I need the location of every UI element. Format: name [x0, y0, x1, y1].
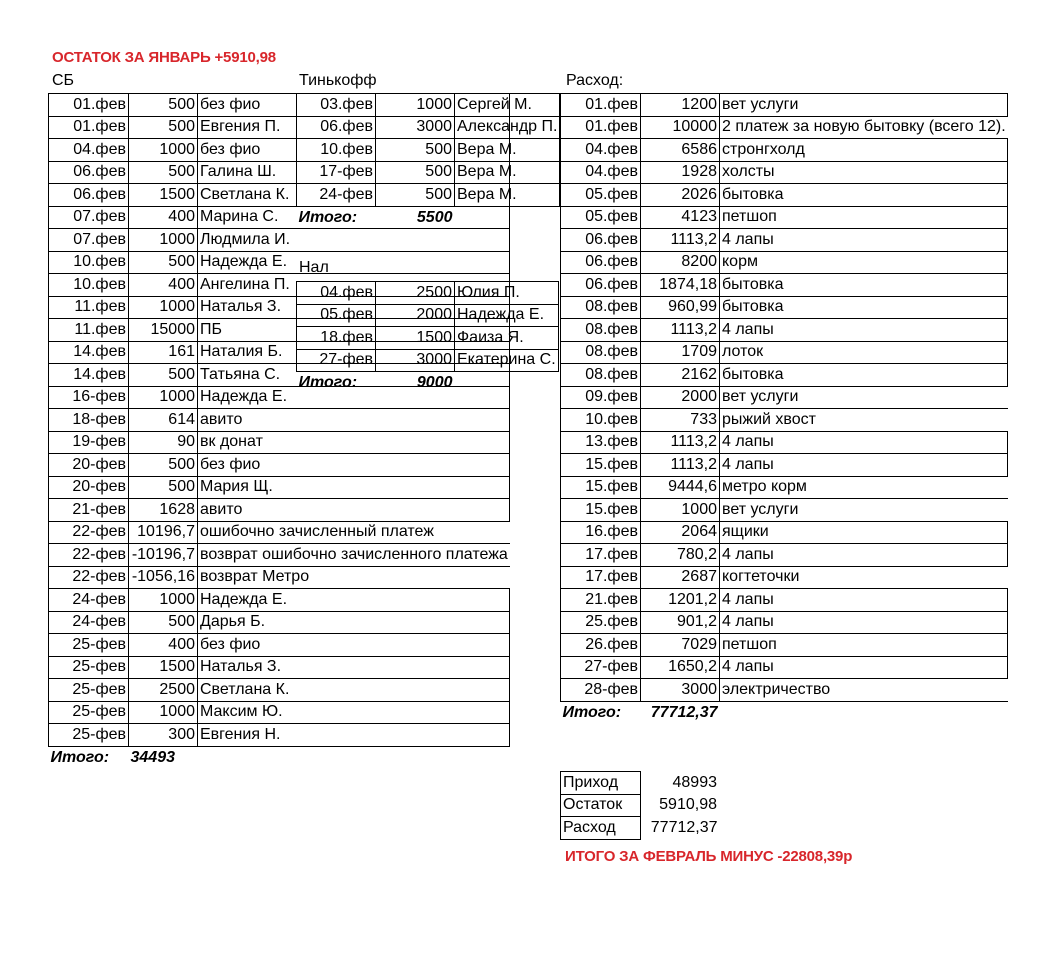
- expense-amount-cell: 3000: [641, 679, 720, 702]
- sb-date-cell: 11.фев: [49, 296, 129, 319]
- sb-amount-cell: 500: [129, 94, 198, 117]
- sb-comment-cell: Наталья З.: [198, 296, 510, 319]
- table-row: [561, 274, 1008, 297]
- expense-date-cell: 27-фев: [561, 656, 641, 679]
- sb-date-cell: 06.фев: [49, 184, 129, 207]
- sb-date-cell: 25-фев: [49, 656, 129, 679]
- expense-comment-cell: 2 платеж за новую бытовку (всего 12).: [720, 116, 1008, 139]
- table-row: [561, 364, 1008, 387]
- sb-comment-cell: Светлана К.: [198, 184, 510, 207]
- table-row: [561, 634, 1008, 657]
- cash-date-cell: 04.фев: [297, 282, 376, 305]
- table-row: [561, 386, 1008, 409]
- expense-comment-cell: 4 лапы: [720, 229, 1008, 252]
- sb-amount-cell: 10196,7: [129, 521, 198, 544]
- sb-amount-cell: 1500: [129, 656, 198, 679]
- expense-amount-cell: 6586: [641, 139, 720, 162]
- tinkoff-date-cell: 24-фев: [297, 184, 376, 207]
- table-row: [561, 566, 1008, 589]
- expense-total-label: Итого:: [562, 703, 622, 721]
- expense-comment-cell: 4 лапы: [720, 319, 1008, 342]
- expense-amount-cell: 960,99: [641, 296, 720, 319]
- table-row: [561, 116, 1008, 139]
- sb-date-cell: 22-фев: [49, 544, 129, 567]
- table-row: [561, 476, 1008, 499]
- sb-date-cell: 25-фев: [49, 679, 129, 702]
- summary-value-cell: 5910,98: [659, 796, 717, 814]
- expense-amount-cell: 1000: [641, 499, 720, 522]
- sb-comment-cell: Максим Ю.: [198, 701, 510, 724]
- expense-comment-cell: лоток: [720, 341, 1008, 364]
- expense-date-cell: 08.фев: [561, 341, 641, 364]
- sb-date-cell: 22-фев: [49, 566, 129, 589]
- sb-comment-cell: Марина С.: [198, 206, 510, 229]
- expense-comment-cell: электричество: [720, 679, 1008, 702]
- tinkoff-amount-cell: 3000: [376, 116, 455, 139]
- table-row: [561, 341, 1008, 364]
- expense-comment-cell: рыжий хвост: [720, 409, 1008, 432]
- tinkoff-name-cell: Вера М.: [455, 161, 560, 184]
- cash-amount-cell: 2000: [376, 304, 455, 327]
- expense-amount-cell: 780,2: [641, 544, 720, 567]
- final-total: ИТОГО ЗА ФЕВРАЛЬ МИНУС -22808,39р: [565, 848, 853, 865]
- tinkoff-total-value: 5500: [416, 208, 453, 226]
- expense-amount-cell: 9444,6: [641, 476, 720, 499]
- table-row: [49, 431, 510, 454]
- sb-amount-cell: -10196,7: [129, 544, 198, 567]
- expense-comment-cell: петшоп: [720, 206, 1008, 229]
- cash-table: [296, 281, 559, 394]
- summary-label-cell: Расход: [561, 817, 641, 840]
- table-row: [561, 184, 1008, 207]
- expense-comment-cell: 4 лапы: [720, 611, 1008, 634]
- sb-date-cell: 06.фев: [49, 161, 129, 184]
- table-row: [561, 499, 1008, 522]
- table-row: [561, 544, 1008, 567]
- cash-total-empty: [455, 372, 559, 395]
- sb-date-cell: 25-фев: [49, 724, 129, 747]
- table-row: [49, 229, 510, 252]
- cash-amount-cell: 3000: [376, 349, 455, 372]
- sb-date-cell: 24-фев: [49, 611, 129, 634]
- table-row: [297, 349, 559, 372]
- expense-date-cell: 06.фев: [561, 251, 641, 274]
- table-row: [297, 116, 560, 139]
- expense-date-cell: 28-фев: [561, 679, 641, 702]
- sb-comment-cell: без фио: [198, 94, 510, 117]
- table-row: [561, 206, 1008, 229]
- expense-amount-cell: 1113,2: [641, 454, 720, 477]
- table-row: [49, 611, 510, 634]
- expense-amount-cell: 1874,18: [641, 274, 720, 297]
- expense-comment-cell: 4 лапы: [720, 454, 1008, 477]
- sb-date-cell: 14.фев: [49, 341, 129, 364]
- expense-amount-cell: 4123: [641, 206, 720, 229]
- table-row: [297, 94, 560, 117]
- sb-amount-cell: 500: [129, 476, 198, 499]
- sb-amount-cell: 1000: [129, 386, 198, 409]
- tinkoff-amount-cell: 500: [376, 184, 455, 207]
- table-row: [49, 251, 510, 274]
- tinkoff-name-cell: Сергей М.: [455, 94, 560, 117]
- sb-total-value: 34493: [130, 748, 175, 766]
- table-row: [561, 251, 1008, 274]
- expense-comment-cell: петшоп: [720, 634, 1008, 657]
- expense-comment-cell: холсты: [720, 161, 1008, 184]
- sb-date-cell: 24-фев: [49, 589, 129, 612]
- sb-comment-cell: без фио: [198, 634, 510, 657]
- sb-amount-cell: 500: [129, 161, 198, 184]
- tinkoff-date-cell: 17-фев: [297, 161, 376, 184]
- expense-total-empty: [720, 701, 1008, 724]
- table-row: [561, 229, 1008, 252]
- table-row: [49, 701, 510, 724]
- expense-comment-cell: 4 лапы: [720, 589, 1008, 612]
- sb-comment-cell: Надежда Е.: [198, 251, 510, 274]
- expense-amount-cell: 2162: [641, 364, 720, 387]
- sb-amount-cell: 400: [129, 274, 198, 297]
- sb-date-cell: 25-фев: [49, 701, 129, 724]
- tinkoff-total-empty: [455, 206, 560, 229]
- expense-comment-cell: ящики: [720, 521, 1008, 544]
- sb-comment-cell: Наталья З.: [198, 656, 510, 679]
- sb-comment-cell: Светлана К.: [198, 679, 510, 702]
- expense-date-cell: 13.фев: [561, 431, 641, 454]
- sb-comment-cell: Дарья Б.: [198, 611, 510, 634]
- sb-amount-cell: 500: [129, 364, 198, 387]
- table-row: [49, 499, 510, 522]
- expense-comment-cell: метро корм: [720, 476, 1008, 499]
- table-row: [49, 634, 510, 657]
- sb-comment-cell: ПБ: [198, 319, 510, 342]
- tinkoff-total-label: Итого:: [298, 208, 358, 226]
- section-label-sb: СБ: [52, 72, 75, 89]
- expense-date-cell: 15.фев: [561, 476, 641, 499]
- expense-date-cell: 15.фев: [561, 499, 641, 522]
- expense-date-cell: 10.фев: [561, 409, 641, 432]
- sb-date-cell: 07.фев: [49, 206, 129, 229]
- table-row: [49, 521, 510, 544]
- page-title: ОСТАТОК ЗА ЯНВАРЬ +5910,98: [52, 49, 276, 66]
- expense-amount-cell: 2000: [641, 386, 720, 409]
- table-row: [49, 656, 510, 679]
- table-row: [49, 409, 510, 432]
- table-row: [561, 431, 1008, 454]
- section-label-expense: Расход:: [566, 72, 624, 89]
- table-row: [561, 611, 1008, 634]
- table-row: [49, 544, 510, 567]
- cash-name-cell: Екатерина С.: [455, 349, 559, 372]
- expense-amount-cell: 1200: [641, 94, 720, 117]
- expense-total-row: [561, 701, 1008, 724]
- sb-date-cell: 10.фев: [49, 251, 129, 274]
- expense-date-cell: 04.фев: [561, 139, 641, 162]
- expense-amount-cell: 733: [641, 409, 720, 432]
- expense-comment-cell: вет услуги: [720, 499, 1008, 522]
- sb-date-cell: 21-фев: [49, 499, 129, 522]
- sb-amount-cell: 161: [129, 341, 198, 364]
- summary-value-cell: 77712,37: [650, 818, 718, 836]
- sb-amount-cell: 90: [129, 431, 198, 454]
- sb-amount-cell: 300: [129, 724, 198, 747]
- sb-total-label: Итого:: [50, 748, 110, 766]
- table-row: [561, 454, 1008, 477]
- sb-comment-cell: без фио: [198, 139, 510, 162]
- expense-comment-cell: вет услуги: [720, 94, 1008, 117]
- section-label-cash: Нал: [299, 259, 329, 276]
- summary-label-cell: Остаток: [561, 794, 641, 817]
- sb-comment-cell: Надежда Е.: [198, 589, 510, 612]
- cash-name-cell: Надежда Е.: [455, 304, 559, 327]
- sb-comment-cell: вк донат: [198, 431, 510, 454]
- table-row: [561, 139, 1008, 162]
- table-row: [49, 454, 510, 477]
- table-row: [49, 476, 510, 499]
- sb-comment-cell: без фио: [198, 454, 510, 477]
- sb-comment-cell: Наталия Б.: [198, 341, 510, 364]
- cash-total-value: 9000: [416, 374, 453, 391]
- section-label-tinkoff: Тинькофф: [299, 72, 377, 89]
- sb-amount-cell: 400: [129, 206, 198, 229]
- expense-date-cell: 17.фев: [561, 544, 641, 567]
- expense-comment-cell: бытовка: [720, 274, 1008, 297]
- expense-date-cell: 06.фев: [561, 274, 641, 297]
- sb-date-cell: 01.фев: [49, 94, 129, 117]
- expense-comment-cell: вет услуги: [720, 386, 1008, 409]
- expense-amount-cell: 1113,2: [641, 319, 720, 342]
- sb-amount-cell: 614: [129, 409, 198, 432]
- sb-comment-cell: Надежда Е.: [198, 386, 510, 409]
- sb-comment-cell: авито: [198, 409, 510, 432]
- sb-comment-cell: Галина Ш.: [198, 161, 510, 184]
- expense-comment-cell: 4 лапы: [720, 656, 1008, 679]
- summary-row: [561, 772, 720, 795]
- tinkoff-name-cell: Александр П.: [455, 116, 560, 139]
- table-row: [297, 139, 560, 162]
- expense-table: [560, 93, 1008, 724]
- sb-comment-cell: Людмила И.: [198, 229, 510, 252]
- table-row: [49, 589, 510, 612]
- cash-amount-cell: 1500: [376, 327, 455, 350]
- sb-date-cell: 01.фев: [49, 116, 129, 139]
- sb-amount-cell: 500: [129, 116, 198, 139]
- tinkoff-name-cell: Вера М.: [455, 184, 560, 207]
- expense-amount-cell: 7029: [641, 634, 720, 657]
- sb-date-cell: 04.фев: [49, 139, 129, 162]
- sb-amount-cell: 1000: [129, 296, 198, 319]
- expense-date-cell: 17.фев: [561, 566, 641, 589]
- expense-amount-cell: 1113,2: [641, 229, 720, 252]
- cash-total-label: Итого:: [298, 374, 358, 391]
- table-row: [561, 161, 1008, 184]
- sb-date-cell: 11.фев: [49, 319, 129, 342]
- sb-amount-cell: 500: [129, 454, 198, 477]
- sb-date-cell: 20-фев: [49, 476, 129, 499]
- expense-amount-cell: 1113,2: [641, 431, 720, 454]
- table-row: [561, 296, 1008, 319]
- expense-date-cell: 01.фев: [561, 94, 641, 117]
- tinkoff-amount-cell: 1000: [376, 94, 455, 117]
- sb-total-empty: [198, 746, 510, 769]
- sb-amount-cell: 500: [129, 251, 198, 274]
- expense-amount-cell: 1650,2: [641, 656, 720, 679]
- cash-name-cell: Фаиза Я.: [455, 327, 559, 350]
- expense-amount-cell: 1201,2: [641, 589, 720, 612]
- table-row: [561, 521, 1008, 544]
- sb-amount-cell: -1056,16: [129, 566, 198, 589]
- tinkoff-amount-cell: 500: [376, 161, 455, 184]
- expense-amount-cell: 2026: [641, 184, 720, 207]
- expense-date-cell: 04.фев: [561, 161, 641, 184]
- summary-row: [561, 794, 720, 817]
- table-row: [297, 304, 559, 327]
- sb-total-row: [49, 746, 510, 769]
- sb-amount-cell: 1500: [129, 184, 198, 207]
- sb-date-cell: 18-фев: [49, 409, 129, 432]
- expense-comment-cell: бытовка: [720, 296, 1008, 319]
- sb-date-cell: 14.фев: [49, 364, 129, 387]
- expense-date-cell: 21.фев: [561, 589, 641, 612]
- sb-comment-cell: ошибочно зачисленный платеж: [198, 521, 510, 544]
- tinkoff-table: [296, 93, 560, 229]
- sb-amount-cell: 2500: [129, 679, 198, 702]
- expense-date-cell: 05.фев: [561, 184, 641, 207]
- expense-date-cell: 08.фев: [561, 319, 641, 342]
- expense-amount-cell: 1709: [641, 341, 720, 364]
- expense-comment-cell: бытовка: [720, 364, 1008, 387]
- table-row: [561, 589, 1008, 612]
- sb-comment-cell: Евгения П.: [198, 116, 510, 139]
- expense-comment-cell: когтеточки: [720, 566, 1008, 589]
- tinkoff-total-row: [297, 206, 560, 229]
- expense-comment-cell: корм: [720, 251, 1008, 274]
- cash-total-row: [297, 372, 559, 395]
- sb-amount-cell: 1000: [129, 229, 198, 252]
- expense-date-cell: 01.фев: [561, 116, 641, 139]
- expense-comment-cell: 4 лапы: [720, 431, 1008, 454]
- sb-amount-cell: 1628: [129, 499, 198, 522]
- table-row: [49, 566, 510, 589]
- expense-date-cell: 09.фев: [561, 386, 641, 409]
- table-row: [561, 656, 1008, 679]
- table-row: [297, 184, 560, 207]
- table-row: [561, 409, 1008, 432]
- sb-comment-cell: Татьяна С.: [198, 364, 510, 387]
- summary-value-cell: 48993: [672, 773, 717, 791]
- sb-comment-cell: возврат ошибочно зачисленного платежа: [198, 544, 510, 567]
- sb-date-cell: 16-фев: [49, 386, 129, 409]
- cash-date-cell: 18.фев: [297, 327, 376, 350]
- table-row: [49, 679, 510, 702]
- summary-table: [560, 771, 720, 840]
- sb-comment-cell: возврат Метро: [198, 566, 510, 589]
- expense-date-cell: 16.фев: [561, 521, 641, 544]
- table-row: [297, 327, 559, 350]
- sb-amount-cell: 1000: [129, 589, 198, 612]
- tinkoff-name-cell: Вера М.: [455, 139, 560, 162]
- expense-amount-cell: 2064: [641, 521, 720, 544]
- sb-amount-cell: 1000: [129, 701, 198, 724]
- expense-amount-cell: 8200: [641, 251, 720, 274]
- expense-comment-cell: бытовка: [720, 184, 1008, 207]
- summary-label-cell: Приход: [561, 772, 641, 795]
- tinkoff-date-cell: 10.фев: [297, 139, 376, 162]
- table-row: [297, 282, 559, 305]
- sb-amount-cell: 15000: [129, 319, 198, 342]
- sb-date-cell: 25-фев: [49, 634, 129, 657]
- expense-amount-cell: 10000: [641, 116, 720, 139]
- table-row: [297, 161, 560, 184]
- summary-row: [561, 817, 720, 840]
- expense-date-cell: 08.фев: [561, 296, 641, 319]
- table-row: [561, 94, 1008, 117]
- table-row: [49, 724, 510, 747]
- expense-date-cell: 25.фев: [561, 611, 641, 634]
- expense-date-cell: 08.фев: [561, 364, 641, 387]
- sb-comment-cell: Евгения Н.: [198, 724, 510, 747]
- sb-date-cell: 22-фев: [49, 521, 129, 544]
- sb-date-cell: 10.фев: [49, 274, 129, 297]
- sb-comment-cell: авито: [198, 499, 510, 522]
- sb-date-cell: 07.фев: [49, 229, 129, 252]
- expense-amount-cell: 901,2: [641, 611, 720, 634]
- table-row: [561, 679, 1008, 702]
- sb-date-cell: 20-фев: [49, 454, 129, 477]
- expense-date-cell: 06.фев: [561, 229, 641, 252]
- tinkoff-amount-cell: 500: [376, 139, 455, 162]
- sb-amount-cell: 1000: [129, 139, 198, 162]
- cash-amount-cell: 2500: [376, 282, 455, 305]
- tinkoff-date-cell: 03.фев: [297, 94, 376, 117]
- expense-amount-cell: 1928: [641, 161, 720, 184]
- expense-comment-cell: стронгхолд: [720, 139, 1008, 162]
- tinkoff-date-cell: 06.фев: [297, 116, 376, 139]
- expense-comment-cell: 4 лапы: [720, 544, 1008, 567]
- cash-date-cell: 27-фев: [297, 349, 376, 372]
- cash-name-cell: Юлия П.: [455, 282, 559, 305]
- sb-amount-cell: 500: [129, 611, 198, 634]
- cash-date-cell: 05.фев: [297, 304, 376, 327]
- expense-date-cell: 26.фев: [561, 634, 641, 657]
- expense-date-cell: 05.фев: [561, 206, 641, 229]
- sb-date-cell: 19-фев: [49, 431, 129, 454]
- sb-amount-cell: 400: [129, 634, 198, 657]
- expense-amount-cell: 2687: [641, 566, 720, 589]
- sb-comment-cell: Ангелина П.: [198, 274, 510, 297]
- table-row: [561, 319, 1008, 342]
- expense-date-cell: 15.фев: [561, 454, 641, 477]
- sb-comment-cell: Мария Щ.: [198, 476, 510, 499]
- expense-total-value: 77712,37: [650, 703, 718, 721]
